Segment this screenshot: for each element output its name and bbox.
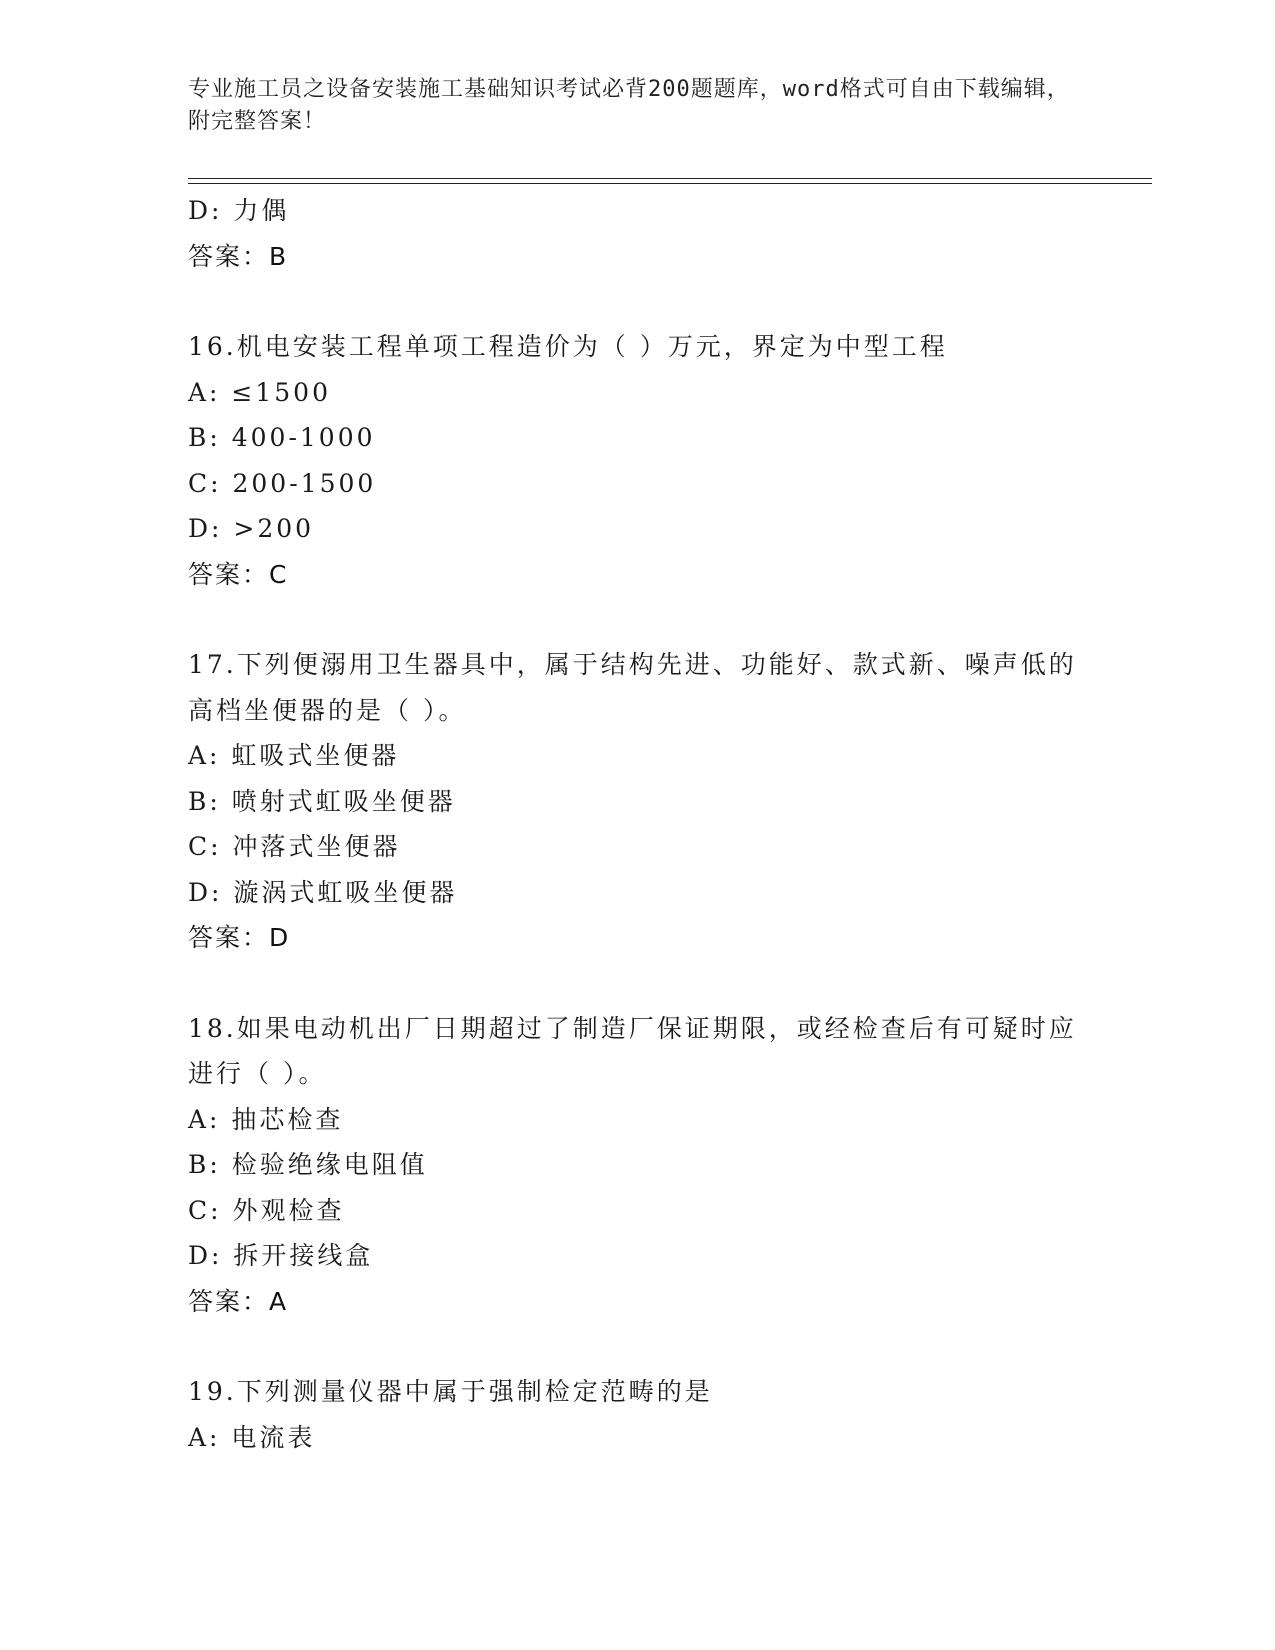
question-spacer [188, 1324, 1088, 1369]
option-b: B: 喷射式虹吸坐便器 [188, 786, 456, 816]
option-a: A: 虹吸式坐便器 [188, 741, 400, 770]
option-c: C: 冲落式坐便器 [188, 832, 401, 861]
question-spacer [188, 597, 1088, 642]
option-c: C: 外观检查 [188, 1195, 345, 1225]
question-stem: 19.下列测量仪器中属于强制检定范畴的是 [188, 1377, 713, 1406]
option-d: D: 漩涡式虹吸坐便器 [188, 877, 458, 907]
question-stem: 18.如果电动机出厂日期超过了制造厂保证期限，或经检查后有可疑时应进行（ ）。 [188, 1013, 1077, 1088]
page-header: 专业施工员之设备安装施工基础知识考试必背200题题库，word格式可自由下载编辑，附完整答案！ [188, 77, 1070, 134]
question-stem: 17.下列便溺用卫生器具中，属于结构先进、功能好、款式新、噪声低的高档坐便器的是（ ）。 [188, 650, 1077, 725]
answer-line: 答案：B [188, 241, 289, 271]
option-b: B: 400-1000 [188, 423, 376, 452]
option-d: D: 力偶 [188, 196, 290, 225]
option-d: D: 拆开接线盒 [188, 1241, 374, 1270]
option-a: A: 抽芯检查 [188, 1104, 344, 1134]
option-c: C: 200-1500 [188, 468, 377, 498]
option-a: A: ≤1500 [188, 377, 331, 407]
option-b: B: 检验绝缘电阻值 [188, 1150, 428, 1179]
answer-line: 答案：A [188, 1286, 289, 1316]
option-d: D: >200 [188, 514, 315, 543]
answer-line: 答案：D [188, 923, 291, 952]
question-spacer [188, 961, 1088, 1006]
question-stem: 16.机电安装工程单项工程造价为（ ）万元，界定为中型工程 [188, 332, 948, 361]
answer-line: 答案：C [188, 559, 289, 589]
header-divider-top [188, 178, 1152, 179]
question-spacer [188, 279, 1088, 324]
header-divider-bottom [188, 183, 1152, 184]
option-a: A: 电流表 [188, 1422, 316, 1452]
question-list [188, 188, 1088, 1460]
